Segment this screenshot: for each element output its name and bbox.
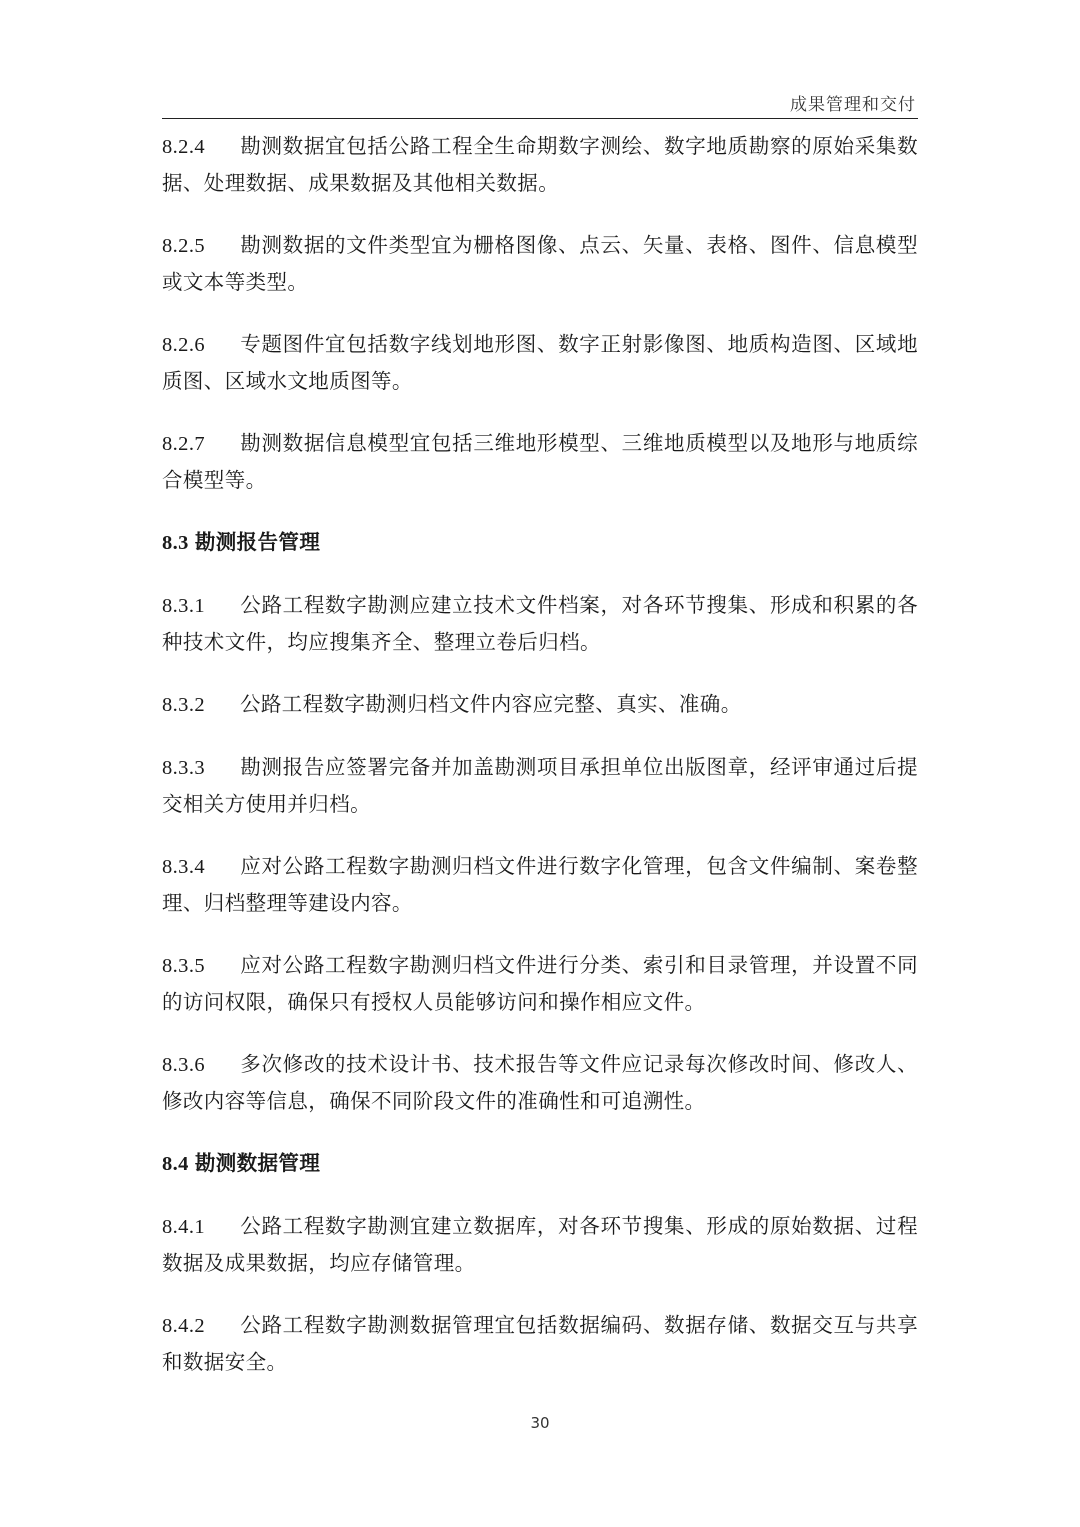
clause-8-3-6 [162, 1046, 918, 1119]
clause-number: 8.2.6 [162, 334, 205, 356]
section-number: 8.3 [162, 532, 189, 554]
document-body [162, 128, 918, 1406]
section-heading-8-3 [162, 524, 918, 561]
clause-8-3-2 [162, 686, 918, 723]
clause-8-3-4 [162, 848, 918, 921]
clause-text: 多次修改的技术设计书、技术报告等文件应记录每次修改时间、修改人、修改内容等信息，确保不同阶段文件的准确性和可追溯性。 [162, 1052, 918, 1113]
clause-number: 8.2.4 [162, 136, 205, 158]
clause-number: 8.2.7 [162, 433, 205, 455]
clause-text: 应对公路工程数字勘测归档文件进行数字化管理，包含文件编制、案卷整理、归档整理等建设内容。 [162, 854, 918, 915]
clause-text: 专题图件宜包括数字线划地形图、数字正射影像图、地质构造图、区域地质图、区域水文地质图等。 [162, 332, 918, 393]
clause-number: 8.2.5 [162, 235, 205, 257]
clause-number: 8.3.5 [162, 955, 205, 977]
clause-8-3-1 [162, 587, 918, 660]
clause-text: 勘测报告应签署完备并加盖勘测项目承担单位出版图章，经评审通过后提交相关方使用并归档。 [162, 755, 918, 816]
clause-text: 公路工程数字勘测应建立技术文件档案，对各环节搜集、形成和积累的各种技术文件，均应搜集齐全、整理立卷后归档。 [162, 593, 918, 654]
clause-text: 勘测数据的文件类型宜为栅格图像、点云、矢量、表格、图件、信息模型或文本等类型。 [162, 233, 918, 294]
clause-text: 公路工程数字勘测宜建立数据库，对各环节搜集、形成的原始数据、过程数据及成果数据，均应存储管理。 [162, 1214, 918, 1275]
header-title: 成果管理和交付 [790, 95, 916, 115]
clause-8-2-7 [162, 425, 918, 498]
page-number: 30 [530, 1414, 550, 1432]
clause-8-3-5 [162, 947, 918, 1020]
section-number: 8.4 [162, 1153, 189, 1175]
clause-8-2-5 [162, 227, 918, 300]
section-title: 勘测数据管理 [194, 1151, 321, 1175]
clause-number: 8.3.1 [162, 595, 205, 617]
page-header [162, 86, 918, 119]
clause-number: 8.3.3 [162, 757, 205, 779]
clause-text: 勘测数据信息模型宜包括三维地形模型、三维地质模型以及地形与地质综合模型等。 [162, 431, 918, 492]
clause-text: 公路工程数字勘测数据管理宜包括数据编码、数据存储、数据交互与共享和数据安全。 [162, 1313, 918, 1374]
clause-text: 应对公路工程数字勘测归档文件进行分类、索引和目录管理，并设置不同的访问权限，确保只有授权人员能够访问和操作相应文件。 [162, 953, 918, 1014]
clause-number: 8.3.4 [162, 856, 205, 878]
clause-8-3-3 [162, 749, 918, 822]
clause-number: 8.3.6 [162, 1054, 205, 1076]
clause-8-4-2 [162, 1307, 918, 1380]
clause-number: 8.3.2 [162, 694, 205, 716]
section-heading-8-4 [162, 1145, 918, 1182]
clause-8-4-1 [162, 1208, 918, 1281]
clause-number: 8.4.1 [162, 1216, 205, 1238]
clause-text: 勘测数据宜包括公路工程全生命期数字测绘、数字地质勘察的原始采集数据、处理数据、成果数据及其他相关数据。 [162, 134, 918, 195]
clause-number: 8.4.2 [162, 1315, 205, 1337]
clause-8-2-4 [162, 128, 918, 201]
section-title: 勘测报告管理 [194, 530, 321, 554]
clause-8-2-6 [162, 326, 918, 399]
clause-text: 公路工程数字勘测归档文件内容应完整、真实、准确。 [240, 692, 742, 716]
